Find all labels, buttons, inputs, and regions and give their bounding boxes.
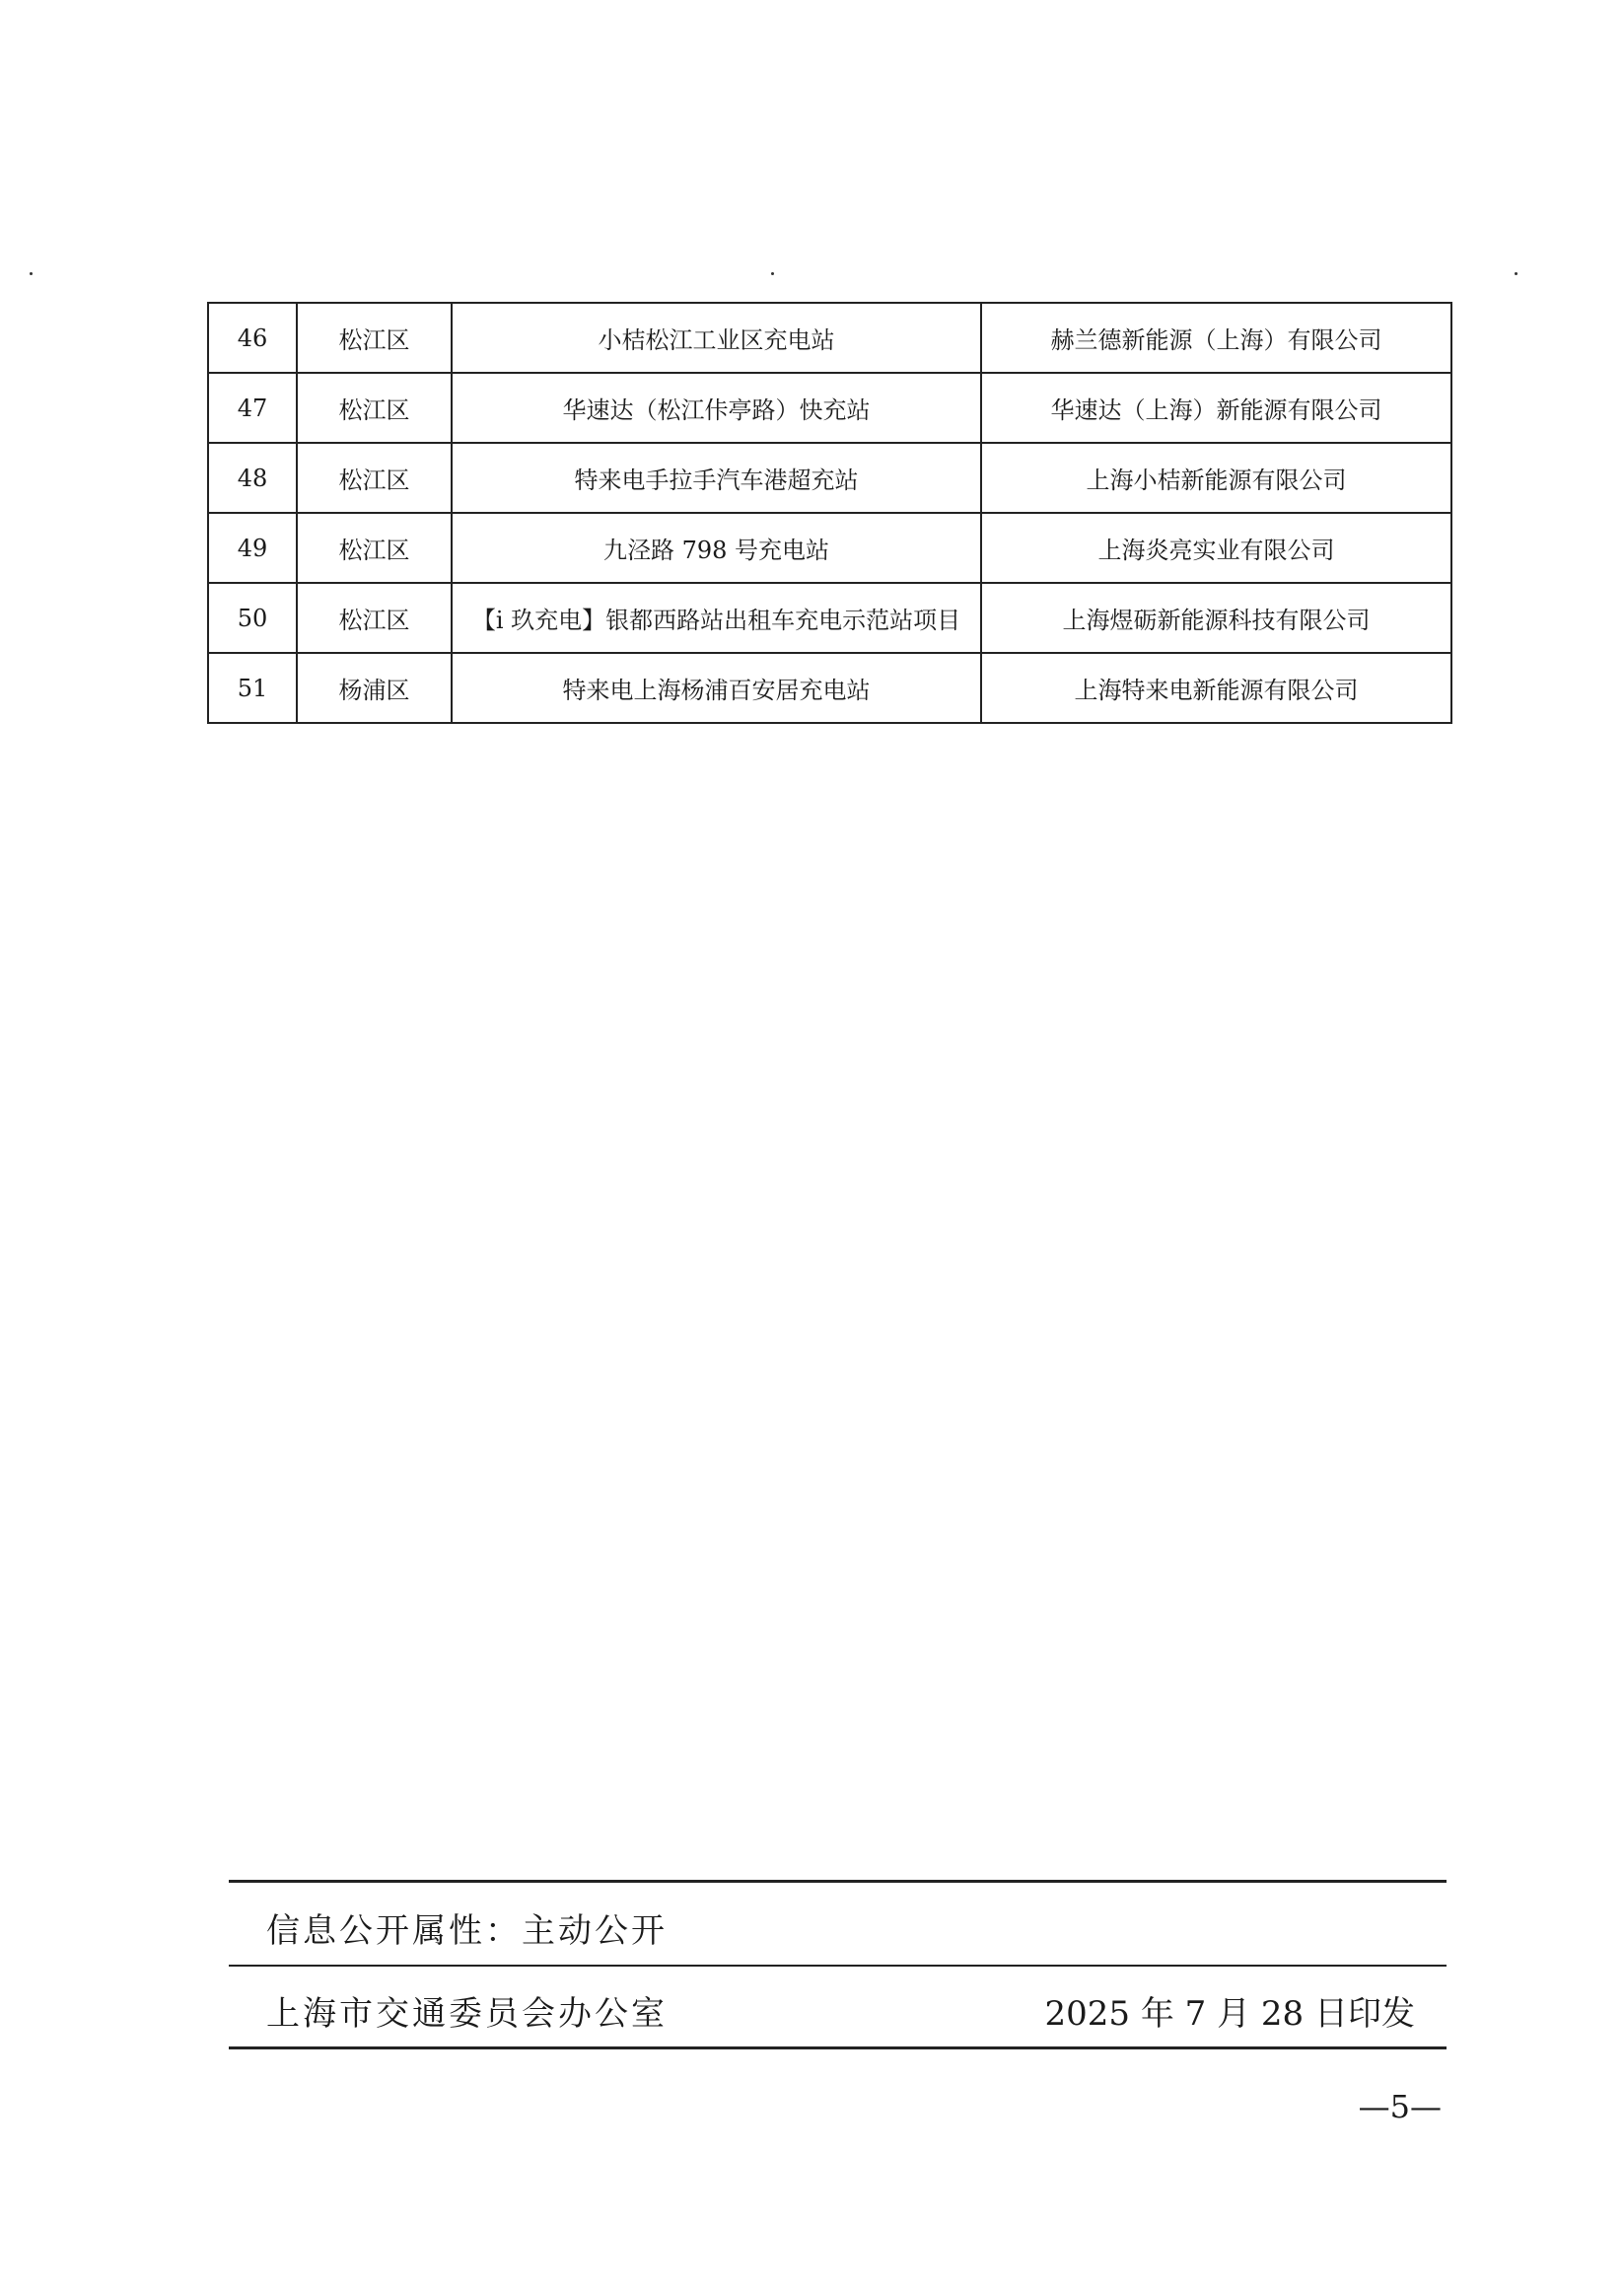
table-row [208, 373, 1451, 443]
company-name-cell: 上海小桔新能源有限公司 [981, 443, 1451, 513]
district-cell: 松江区 [297, 373, 452, 443]
table-row [208, 653, 1451, 723]
station-name-cell: 九泾路 798 号充电站 [452, 513, 981, 583]
table-row [208, 513, 1451, 583]
disclosure-attribute: 信息公开属性：主动公开 [266, 1911, 668, 1951]
station-name-cell: 特来电手拉手汽车港超充站 [452, 443, 981, 513]
district-cell: 松江区 [297, 303, 452, 373]
table-row [208, 583, 1451, 653]
company-name-cell: 华速达（上海）新能源有限公司 [981, 373, 1451, 443]
row-number-cell: 48 [208, 443, 297, 513]
district-cell: 松江区 [297, 583, 452, 653]
row-number-cell: 47 [208, 373, 297, 443]
station-name-cell: 特来电上海杨浦百安居充电站 [452, 653, 981, 723]
district-cell: 杨浦区 [297, 653, 452, 723]
row-number-cell: 49 [208, 513, 297, 583]
page-number: —5— [1358, 2088, 1442, 2125]
table-row [208, 443, 1451, 513]
issuer: 上海市交通委员会办公室 [266, 1994, 668, 2034]
station-table [207, 302, 1452, 724]
row-number-cell: 46 [208, 303, 297, 373]
scan-speck [771, 272, 774, 275]
scan-speck [30, 272, 33, 275]
company-name-cell: 赫兰德新能源（上海）有限公司 [981, 303, 1451, 373]
table-row [208, 303, 1451, 373]
district-cell: 松江区 [297, 513, 452, 583]
row-number-cell: 51 [208, 653, 297, 723]
station-name-cell: 华速达（松江佧亭路）快充站 [452, 373, 981, 443]
scan-speck [1515, 272, 1518, 275]
station-table-body [208, 303, 1451, 723]
row-number-cell: 50 [208, 583, 297, 653]
station-name-cell: 【i 玖充电】银都西路站出租车充电示范站项目 [452, 583, 981, 653]
footer-rule-top [229, 1880, 1447, 1883]
footer-rule-middle [229, 1965, 1447, 1967]
company-name-cell: 上海炎亮实业有限公司 [981, 513, 1451, 583]
company-name-cell: 上海特来电新能源有限公司 [981, 653, 1451, 723]
company-name-cell: 上海煜砺新能源科技有限公司 [981, 583, 1451, 653]
district-cell: 松江区 [297, 443, 452, 513]
footer-rule-bottom [229, 2046, 1447, 2049]
station-name-cell: 小桔松江工业区充电站 [452, 303, 981, 373]
print-date: 2025 年 7 月 28 日印发 [1044, 1994, 1415, 2034]
